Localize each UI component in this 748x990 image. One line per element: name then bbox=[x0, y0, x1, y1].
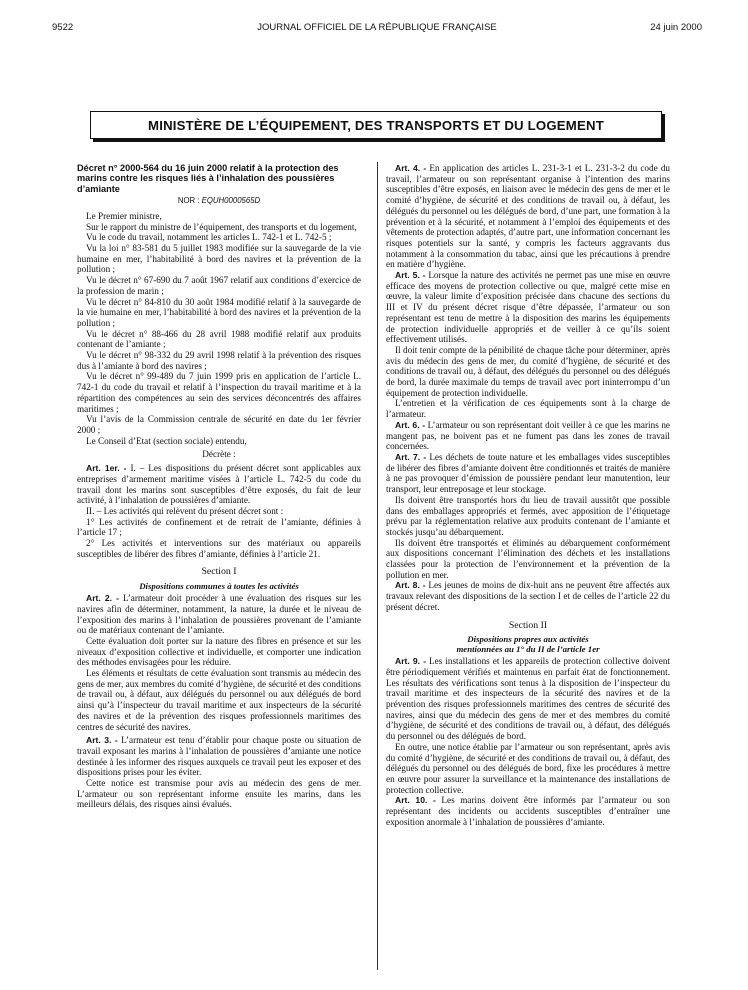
paragraph: II. – Les activités qui relèvent du présent décret sont : bbox=[86, 505, 284, 516]
nor-value: EQUH0000565D bbox=[201, 196, 261, 206]
article-text: En application des articles L. 231-3-1 et L. 231-3-2 du code du travail, l’armateur ou son représentant organise à l’intention des marins susceptibles d’être exposés, en liaison avec le médecin des gens de mer et le comité d’hygiène, de sécurité et des conditions de travail ou, à défaut, les délégués du personnel ou les délégués de bord, d’une part, une formation à la prévention et à la sécurité, et notamment à l’emploi des équipements et des vêtements de protection adaptés, d’autre part, une information concernant les risques potentiels sur la santé, y compris les facteurs aggravants dus notamment à la consommation du tabac, ainsi que les précautions à prendre en matière d’hygiène. bbox=[386, 163, 671, 270]
paragraph: Cette évaluation doit porter sur la nature des fibres en présence et sur les niveaux d’exposition collective et individuelle, et comporter une indication des méthodes envisagées pour les réduire. bbox=[77, 635, 361, 668]
article-text: Les installations et les appareils de protection collective doivent être périodiquement vérifiés et maintenus en parfait état de fonctionnement. Les résultats des vérifications sont tenus à la disposition de l’inspecteur du travail maritime et des inspecteurs de la sécurité des navires et de la prévention des risques professionnels maritimes des centres de sécurité des navires, ainsi que du médecin des gens de mer et des membres du comité d’hygiène, de sécurité et des conditions de travail ou, à défaut, des délégués du personnel ou des délégués de bord. bbox=[386, 656, 671, 742]
paragraph: Ils doivent être transportés hors du lieu de travail aussitôt que possible dans des emballages appropriés et fermés, avec apposition de l’étiquetage prévu par la réglementation relative aux produits contenant de l’amiante et stockés jusqu’au débarquement. bbox=[386, 494, 670, 537]
article-label: Art. 7. - bbox=[395, 451, 427, 462]
article-text: Les marins doivent être informés par l’armateur ou son représentant des incidents ou accidents susceptibles d’entraîner une exposition anormale à l’inhalation de poussières d’amiante. bbox=[386, 795, 670, 827]
article-7 bbox=[386, 452, 670, 495]
article-5 bbox=[386, 270, 670, 345]
paragraph: Cette notice est transmise pour avis au médecin des gens de mer. L’armateur ou son représentant informe ensuite les marins, dans les meilleurs délais, des risques ainsi évalués. bbox=[77, 778, 361, 810]
article-text: L’armateur est tenu d’établir pour chaque poste ou situation de travail exposant les marins à l’inhalation de poussières d’amiante une notice destinée à les informer des risques auxquels ce travail peut les exposer et des dispositions prises pour les éviter. bbox=[77, 735, 361, 778]
nor-reference bbox=[77, 196, 361, 207]
section-heading: Section II bbox=[508, 619, 548, 631]
article-2 bbox=[77, 593, 361, 636]
article-6 bbox=[386, 420, 670, 452]
article-4 bbox=[386, 163, 670, 270]
column-divider bbox=[377, 162, 378, 970]
paragraph: 2° Les activités et interventions sur des matériaux ou appareils susceptibles de libérer des fibres d’amiante, définies à l’article 21. bbox=[77, 538, 361, 559]
ministry-banner: MINISTÈRE DE L’ÉQUIPEMENT, DES TRANSPORTS ET DU LOGEMENT bbox=[90, 111, 662, 139]
article-text: L’armateur doit procéder à une évaluation des risques sur les navires afin de déterminer, notamment, la nature, la durée et le niveau de l’exposition des marins à l’inhalation de poussières provenant de l’amiante ou de matériaux contenant de l’amiante. bbox=[77, 593, 362, 636]
article-label: Art. 10. - bbox=[395, 795, 436, 806]
decree-title: Décret n° 2000-564 du 16 juin 2000 relatif à la protection des marins contre les risques liés à l’inhalation des poussières d’amiante bbox=[77, 163, 339, 194]
left-column bbox=[77, 163, 361, 810]
paragraph: Vu le décret n° 99-489 du 7 juin 1999 pris en application de l’article L. 742-1 du code du travail et relatif à l’inspection du travail maritime et à la répartition des compétences au sein des services déconcentrés des affaires maritimes ; bbox=[77, 371, 361, 414]
issue-date: 24 juin 2000 bbox=[650, 22, 702, 33]
section-subheading: Dispositions communes à toutes les activités bbox=[139, 581, 299, 592]
section-subheading: mentionnées au 1° du II de l’article 1er bbox=[456, 644, 600, 655]
paragraph: Les éléments et résultats de cette évaluation sont transmis au médecin des gens de mer, aux membres du comité d’hygiène, de sécurité et des conditions de travail ou, à défaut, aux délégués du personnel ou aux délégués de bord ainsi qu’à l’inspecteur du travail maritime et aux inspecteurs de la sécurité des navires et de la prévention des risques professionnels maritimes des centres de sécurité des navires. bbox=[77, 668, 361, 732]
paragraph: 1° Les activités de confinement et de retrait de l’amiante, définies à l’article 17 ; bbox=[77, 516, 361, 538]
paragraph: Le Conseil d’Etat (section sociale) entendu, bbox=[86, 435, 247, 446]
section-subheading: Dispositions propres aux activités bbox=[467, 634, 589, 645]
decrete-heading: Décrète : bbox=[202, 449, 236, 460]
paragraph: L’entretien et la vérification de ces équipements sont à la charge de l’armateur. bbox=[386, 398, 670, 420]
section-heading: Section I bbox=[201, 566, 237, 578]
article-text: Lorsque la nature des activités ne permet pas une mise en œuvre efficace des moyens de protection collective ou que, malgré cette mise en œuvre, la valeur limite d’exposition précisée dans chacune des sections du III et IV du présent décret risque d’être dépassée, l’armateur ou son représentant est tenu de mettre à la disposition des marins les équipements de protection individuelle appropriés et de veiller à ce qu’ils soient effectivement utilisés. bbox=[386, 270, 670, 345]
article-label: Art. 2. - bbox=[86, 593, 119, 604]
paragraph: Vu le décret n° 98-332 du 29 avril 1998 relatif à la prévention des risques dus à l’amiante à bord des navires ; bbox=[77, 350, 361, 371]
article-label: Art. 6. - bbox=[395, 419, 426, 430]
article-text: Les jeunes de moins de dix-huit ans ne peuvent être affectés aux travaux relevant des dispositions de la section I et de celles de l’article 22 du présent décret. bbox=[386, 580, 671, 612]
article-1 bbox=[77, 463, 361, 506]
article-label: Art. 4. - bbox=[395, 163, 427, 173]
paragraph: Le Premier ministre, bbox=[86, 210, 162, 221]
paragraph: Vu le décret n° 88-466 du 28 avril 1988 modifié relatif aux produits contenant de l’amiante ; bbox=[77, 328, 361, 350]
article-3 bbox=[77, 735, 361, 778]
article-label: Art. 1er. - bbox=[86, 463, 127, 474]
paragraph: Il doit tenir compte de la pénibilité de chaque tâche pour déterminer, après avis du médecin des gens de mer, du comité d’hygiène, de sécurité et des conditions de travail ou, à défaut, des délégués du personnel ou des délégués de bord, la durée maximale du temps de travail avec port ininterrompu d’un équipement de protection individuelle. bbox=[386, 344, 670, 398]
paragraph: Vu le code du travail, notamment les articles L. 742-1 et L. 742-5 ; bbox=[86, 232, 332, 243]
article-8 bbox=[386, 580, 670, 612]
paragraph: Vu la loi n° 83-581 du 5 juillet 1983 modifiée sur la sauvegarde de la vie humaine en mer, l’habitabilité à bord des navires et la prévention de la pollution ; bbox=[77, 243, 361, 275]
article-9 bbox=[386, 656, 670, 742]
paragraph: Vu le décret n° 84-810 du 30 août 1984 modifié relatif à la sauvegarde de la vie humaine en mer, l’habitabilité à bord des navires et la prévention de la pollution ; bbox=[77, 296, 361, 328]
paragraph: Vu le décret n° 67-690 du 7 août 1967 relatif aux conditions d’exercice de la profession de marin ; bbox=[77, 275, 361, 296]
paragraph: Ils doivent être transportés et éliminés au débarquement conformément aux dispositions concernant l’élimination des déchets et les installations classées pour la protection de l’environnement et la prévention de la pollution en mer. bbox=[386, 537, 670, 580]
article-text: L’armateur ou son représentant doit veiller à ce que les marins ne mangent pas, ne boivent pas et ne fument pas dans les zones de travail concernées. bbox=[386, 419, 670, 452]
article-10 bbox=[386, 795, 670, 827]
article-label: Art. 9. - bbox=[395, 656, 427, 667]
paragraph: Sur le rapport du ministre de l’équipement, des transports et du logement, bbox=[86, 221, 357, 232]
article-text: I. – Les dispositions du présent décret sont applicables aux entreprises d’armement maritime visées à l’article L. 742-5 du code du travail dont les marins sont susceptibles d’être exposés, du fait de leur activité, à l’inhalation de poussières d’amiante. bbox=[77, 463, 362, 506]
right-column bbox=[386, 163, 670, 827]
paragraph: En outre, une notice établie par l’armateur ou son représentant, après avis du comité d’hygiène, de sécurité et des conditions de travail ou, à défaut, des délégués du personnel ou des délégués de bord, fixe les procédures à mettre en œuvre pour assurer la surveillance et la maintenance des installations de protection collective. bbox=[386, 741, 670, 795]
article-text: Les déchets de toute nature et les emballages vides susceptibles de libérer des fibres d’amiante doivent être conditionnés et traités de manière à ne pas provoquer d’émission de poussière pendant leur manutention, leur transport, leur entreposage et leur stockage. bbox=[386, 451, 670, 495]
article-label: Art. 8. - bbox=[395, 580, 426, 591]
paragraph: Vu l’avis de la Commission centrale de sécurité en date du 1er février 2000 ; bbox=[77, 414, 361, 435]
nor-label: NOR : bbox=[177, 196, 200, 206]
page-header bbox=[52, 22, 702, 36]
page-number: 9522 bbox=[52, 22, 74, 33]
article-label: Art. 5. - bbox=[395, 270, 426, 281]
journal-title: JOURNAL OFFICIEL DE LA RÉPUBLIQUE FRANÇAISE bbox=[257, 22, 497, 33]
article-label: Art. 3. - bbox=[86, 735, 118, 746]
